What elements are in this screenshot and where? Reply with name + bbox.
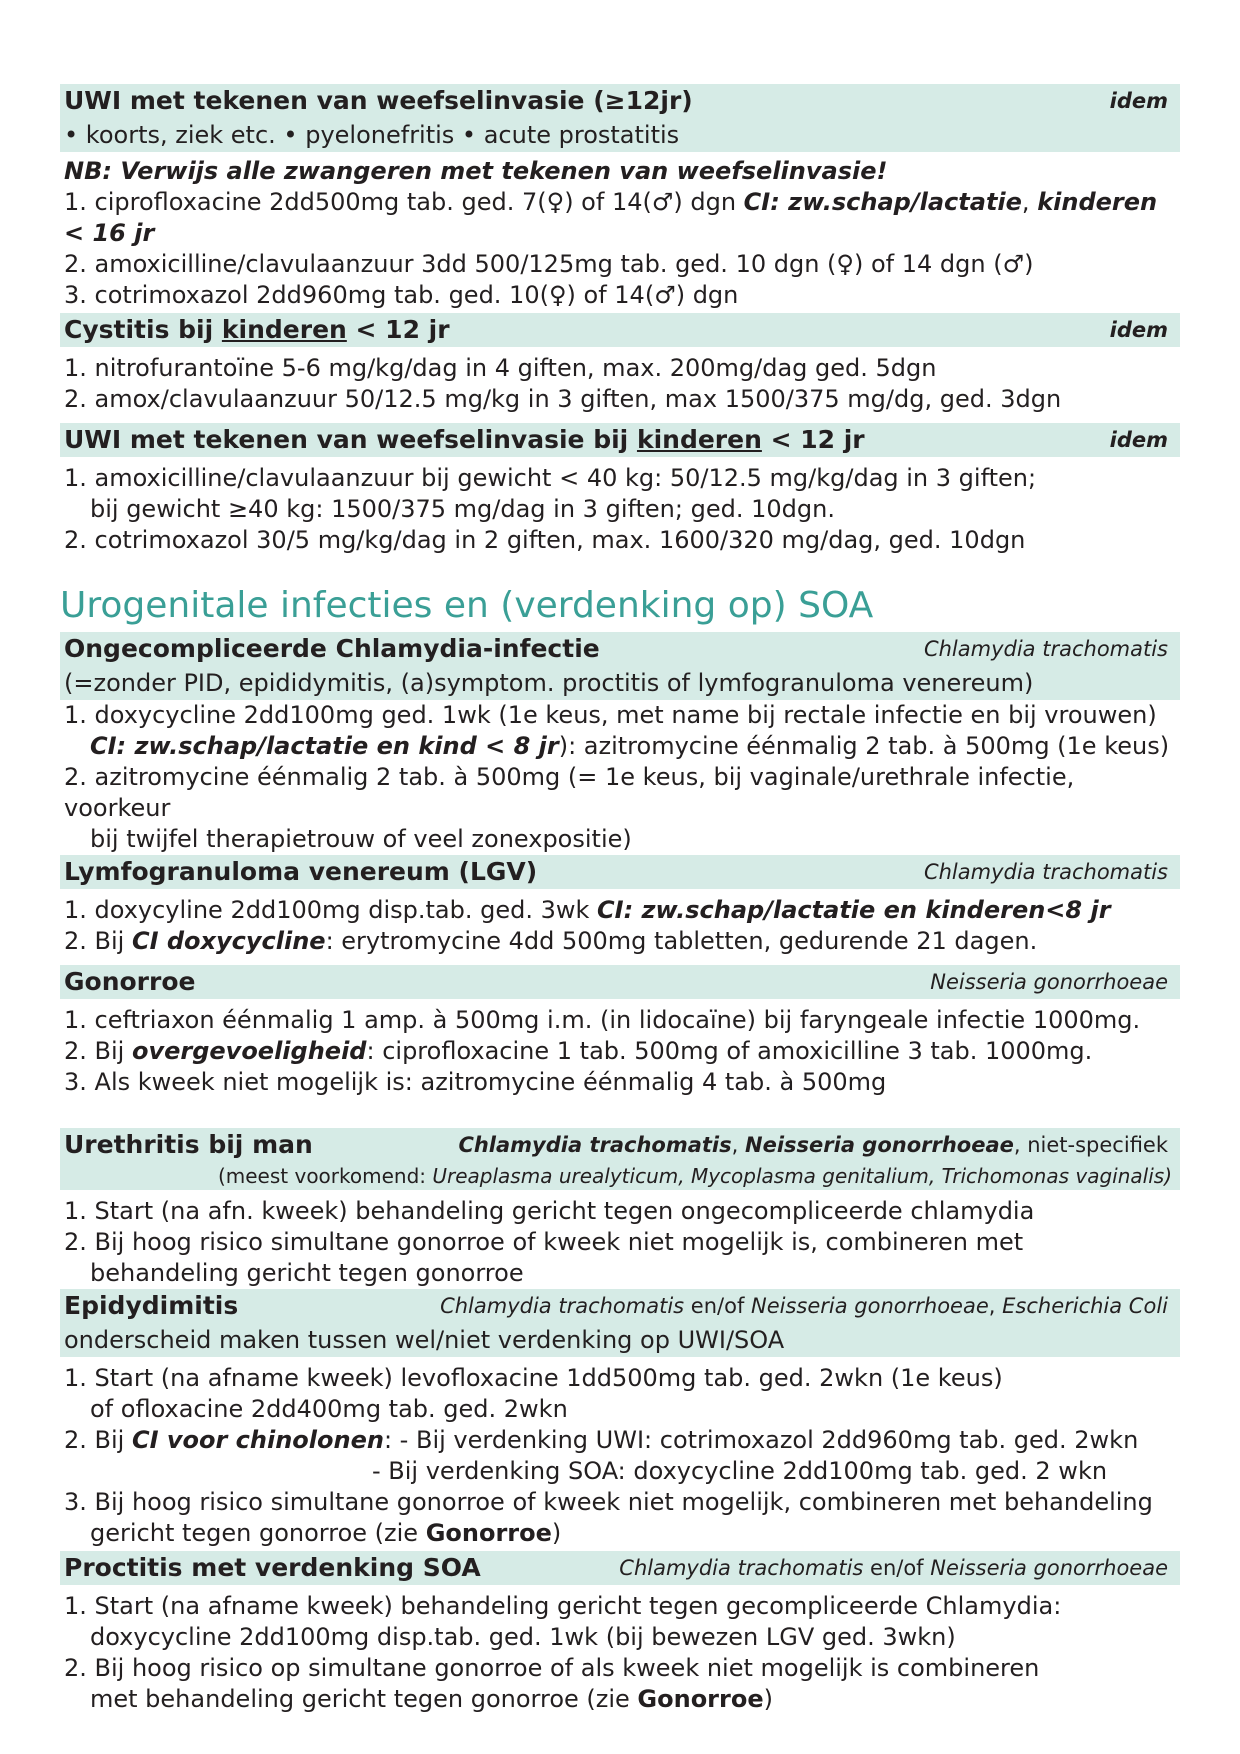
list-item: 1. nitrofurantoïne 5-6 mg/kg/dag in 4 giften, max. 200mg/dag ged. 5dgn [64, 354, 937, 382]
section-title: Ongecompliceerde Chlamydia-infectie [64, 634, 600, 663]
section-header-lgv [60, 855, 1180, 889]
list-item-continuation: of ofloxacine 2dd400mg tab. ged. 2wkn [90, 1395, 568, 1423]
section-title: UWI met tekenen van weefselinvasie bij kinderen < 12 jr [64, 425, 865, 454]
list-item: 1. Start (na afname kweek) levofloxacine 1dd500mg tab. ged. 2wkn (1e keus) [64, 1364, 1003, 1392]
list-item: 3. Als kweek niet mogelijk is: azitromycine éénmalig 4 tab. à 500mg [64, 1068, 887, 1096]
list-item: 2. azitromycine éénmalig 2 tab. à 500mg (= 1e keus, bij vaginale/urethrale infectie, voorkeur [64, 763, 1075, 822]
list-item: 1. amoxicilline/clavulaanzuur bij gewicht < 40 kg: 50/12.5 mg/kg/dag in 3 giften; [64, 464, 1037, 492]
list-item: 2. Bij CI doxycycline: erytromycine 4dd 500mg tabletten, gedurende 21 dagen. [64, 927, 1038, 955]
list-item: 1. ceftriaxon éénmalig 1 amp. à 500mg i.m. (in lidocaïne) bij faryngeale infectie 1000mg. [64, 1006, 1141, 1034]
section-title: Lymfogranuloma venereum (LGV) [64, 857, 538, 886]
section-title: Cystitis bij kinderen < 12 jr [64, 315, 450, 344]
list-item-continuation: bij gewicht ≥40 kg: 1500/375 mg/dag in 3 giften; ged. 10dgn. [90, 495, 835, 523]
chapter-title: Urogenitale infecties en (verdenking op) SOA [60, 585, 874, 626]
section-title: Urethritis bij man [64, 1130, 313, 1159]
section-header-proctitis [60, 1551, 1180, 1585]
list-item: 2. Bij overgevoeligheid: ciprofloxacine 1 tab. 500mg of amoxicilline 3 tab. 1000mg. [64, 1037, 1093, 1065]
list-item: 2. Bij hoog risico op simultane gonorroe of als kweek niet mogelijk is combineren [64, 1654, 1040, 1682]
list-item: 1. doxycyline 2dd100mg disp.tab. ged. 3wk CI: zw.schap/lactatie en kinderen<8 jr [64, 896, 1111, 924]
list-item-continuation: met behandeling gericht tegen gonorroe (zie Gonorroe) [90, 1685, 773, 1713]
section-tag: Chlamydia trachomatis en/of Neisseria gonorrhoeae [619, 1556, 1168, 1580]
section-header-epidydimitis [60, 1289, 1180, 1323]
section-header-gonorroe [60, 965, 1180, 999]
document-page [60, 84, 1180, 1715]
list-item: 2. Bij hoog risico simultane gonorroe of kweek niet mogelijk is, combineren met [64, 1228, 1024, 1256]
section-tag: Neisseria gonorrhoeae [930, 970, 1168, 994]
section-header-uwi-kinderen [60, 423, 1180, 457]
section-subheader: (=zonder PID, epididymitis, (a)symptom. proctitis of lymfogranuloma venereum) [60, 666, 1180, 700]
list-item: 1. ciprofloxacine 2dd500mg tab. ged. 7(♀) of 14(♂) dgn CI: zw.schap/lactatie, kinderen < 16 jr [64, 188, 1158, 247]
section-tag: Chlamydia trachomatis, Neisseria gonorrhoeae, niet-specifiek [458, 1133, 1168, 1157]
section-subheader: (meest voorkomend: Ureaplasma urealyticum, Mycoplasma genitalium, Trichomonas vaginalis) [60, 1162, 1180, 1190]
list-item: 2. amoxicilline/clavulaanzuur 3dd 500/125mg tab. ged. 10 dgn (♀) of 14 dgn (♂) [64, 250, 1034, 278]
section-tag: Chlamydia trachomatis [923, 860, 1168, 884]
list-item: 1. Start (na afname kweek) behandeling gericht tegen gecompliceerde Chlamydia: [64, 1592, 1062, 1620]
section-tag: idem [1109, 89, 1168, 113]
section-title: UWI met tekenen van weefselinvasie (≥12jr) [64, 86, 693, 115]
section-title: Gonorroe [64, 967, 196, 996]
section-header-chlamydia [60, 632, 1180, 666]
section-title: Epidydimitis [64, 1291, 239, 1320]
list-item: 2. amox/clavulaanzuur 50/12.5 mg/kg in 3 giften, max 1500/375 mg/dg, ged. 3dgn [64, 385, 1062, 413]
section-title: Proctitis met verdenking SOA [64, 1553, 481, 1582]
list-item-continuation: behandeling gericht tegen gonorroe [90, 1259, 524, 1287]
list-item-continuation: - Bij verdenking SOA: doxycycline 2dd100mg tab. ged. 2 wkn [372, 1457, 1108, 1485]
section-tag: idem [1109, 428, 1168, 452]
list-item-continuation: bij twijfel therapietrouw of veel zonexpositie) [90, 825, 632, 853]
section-tag: idem [1109, 318, 1168, 342]
section-header-cystitis-kinderen [60, 313, 1180, 347]
list-item-continuation: CI: zw.schap/lactatie en kind < 8 jr): azitromycine éénmalig 2 tab. à 500mg (1e keus) [90, 732, 1170, 760]
list-item: 1. Start (na afn. kweek) behandeling gericht tegen ongecompliceerde chlamydia [64, 1197, 1035, 1225]
list-item: 2. cotrimoxazol 30/5 mg/kg/dag in 2 giften, max. 1600/320 mg/dag, ged. 10dgn [64, 526, 1026, 554]
list-item: 1. doxycycline 2dd100mg ged. 1wk (1e keus, met name bij rectale infectie en bij vrouwen) [64, 701, 1157, 729]
list-item-continuation: gericht tegen gonorroe (zie Gonorroe) [90, 1519, 562, 1547]
section-tag: Chlamydia trachomatis en/of Neisseria gonorrhoeae, Escherichia Coli [440, 1294, 1168, 1318]
section-subheader: onderscheid maken tussen wel/niet verdenking op UWI/SOA [60, 1323, 1180, 1357]
note-line: NB: Verwijs alle zwangeren met tekenen van weefselinvasie! [64, 157, 888, 185]
list-item-continuation: doxycycline 2dd100mg disp.tab. ged. 1wk (bij bewezen LGV ged. 3wkn) [90, 1623, 956, 1651]
section-header-urethritis [60, 1128, 1180, 1162]
section-header-uwi-weefselinvasie [60, 84, 1180, 118]
list-item: 2. Bij CI voor chinolonen: - Bij verdenking UWI: cotrimoxazol 2dd960mg tab. ged. 2wkn [64, 1426, 1139, 1454]
section-subheader: • koorts, ziek etc. • pyelonefritis • acute prostatitis [60, 118, 1180, 152]
list-item: 3. Bij hoog risico simultane gonorroe of kweek niet mogelijk, combineren met behandeling [64, 1488, 1153, 1516]
section-tag: Chlamydia trachomatis [923, 637, 1168, 661]
list-item: 3. cotrimoxazol 2dd960mg tab. ged. 10(♀) of 14(♂) dgn [64, 281, 739, 309]
